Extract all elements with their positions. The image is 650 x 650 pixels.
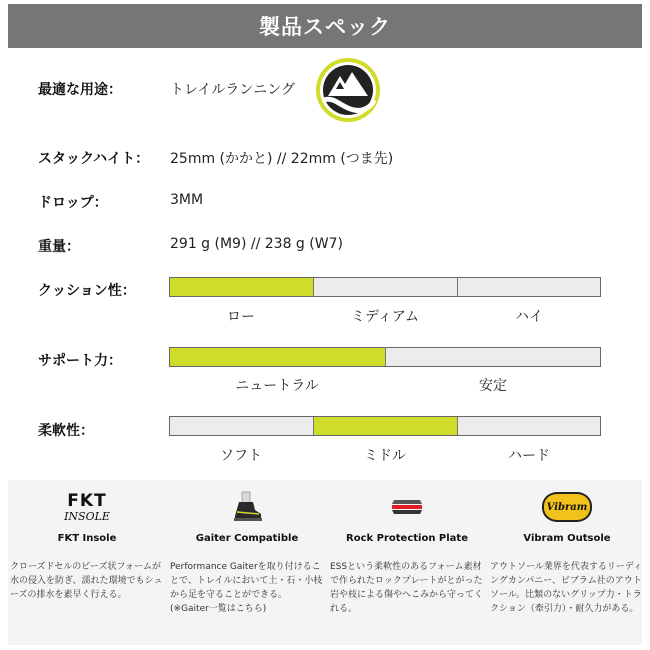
- flex-label: 柔軟性：: [38, 423, 94, 439]
- stack-label: スタックハイト：: [38, 151, 150, 167]
- mountain-trail-icon: [314, 56, 382, 124]
- cushion-label: クッション性：: [38, 283, 136, 299]
- cushion-bar: [169, 277, 601, 297]
- cushion-segment-low: [170, 278, 314, 296]
- features-panel: [8, 480, 642, 645]
- support-segment-neutral: [170, 348, 386, 366]
- feature-description: アウトソール業界を代表するリーディングカンパニー、ビブラム社のアウトソール。比類のないグリップ力・トラクション（牽引力）・耐久力がある。: [490, 562, 643, 614]
- feature-description: クローズドセルのビーズ状フォームが水の侵入を防ぎ、濡れた環境でもシューズの排水を素早く行える。: [10, 562, 163, 600]
- flex-segment-hard: [458, 417, 600, 435]
- usage-label: 最適な用途：: [38, 82, 122, 98]
- cushion-segment-high: [458, 278, 600, 296]
- fkt-insole-logo: [8, 490, 166, 524]
- flex-label-hard: ハード: [508, 448, 550, 464]
- feature-title: Rock Protection Plate: [346, 533, 468, 544]
- drop-value: 3MM: [170, 192, 204, 208]
- feature-vibram: [488, 480, 646, 645]
- fkt-logo-text: FKT: [67, 490, 107, 511]
- feature-title: FKT Insole: [57, 533, 117, 544]
- section-header: [8, 4, 642, 48]
- support-label-stability: 安定: [479, 378, 507, 394]
- flex-segment-middle: [314, 417, 458, 435]
- vibram-logo: [488, 490, 646, 524]
- section-title: 製品スペック: [259, 15, 391, 39]
- support-label-neutral: ニュートラル: [235, 378, 319, 394]
- gaiter-shoe-icon: [168, 490, 326, 524]
- vibram-logo-text: Vibram: [546, 501, 588, 513]
- feature-rock-plate: [328, 480, 486, 645]
- feature-title: Vibram Outsole: [523, 533, 611, 544]
- support-bar: [169, 347, 601, 367]
- insole-logo-text: INSOLE: [64, 509, 110, 523]
- usage-value: トレイルランニング: [170, 82, 296, 98]
- support-label: サポート力：: [38, 353, 122, 369]
- drop-label: ドロップ：: [38, 195, 108, 211]
- feature-description: Performance Gaiterを取り付けることで、トレイルにおいて土・石・小枝から足を守ることができる。(※Gaiter一覧はこちら): [170, 562, 323, 614]
- cushion-label-low: ロー: [227, 309, 255, 325]
- feature-description: ESSという柔軟性のあるフォーム素材で作られたロックプレートがとがった岩や枝による傷やへこみから守ってくれる。: [330, 562, 484, 614]
- rock-plate-icon: [328, 490, 486, 524]
- feature-title: Gaiter Compatible: [195, 533, 299, 544]
- feature-gaiter: [168, 480, 326, 645]
- cushion-label-medium: ミディアム: [351, 309, 419, 325]
- cushion-segment-medium: [314, 278, 458, 296]
- flex-label-soft: ソフト: [220, 448, 262, 464]
- flex-segment-soft: [170, 417, 314, 435]
- weight-value: 291 g (M9) // 238 g (W7): [170, 236, 343, 252]
- flex-bar: [169, 416, 601, 436]
- weight-label: 重量：: [38, 239, 80, 255]
- feature-fkt-insole: [8, 480, 166, 645]
- support-segment-stability: [386, 348, 600, 366]
- cushion-label-high: ハイ: [515, 309, 543, 325]
- stack-value: 25mm (かかと) // 22mm (つま先): [170, 151, 394, 167]
- flex-label-middle: ミドル: [364, 448, 406, 464]
